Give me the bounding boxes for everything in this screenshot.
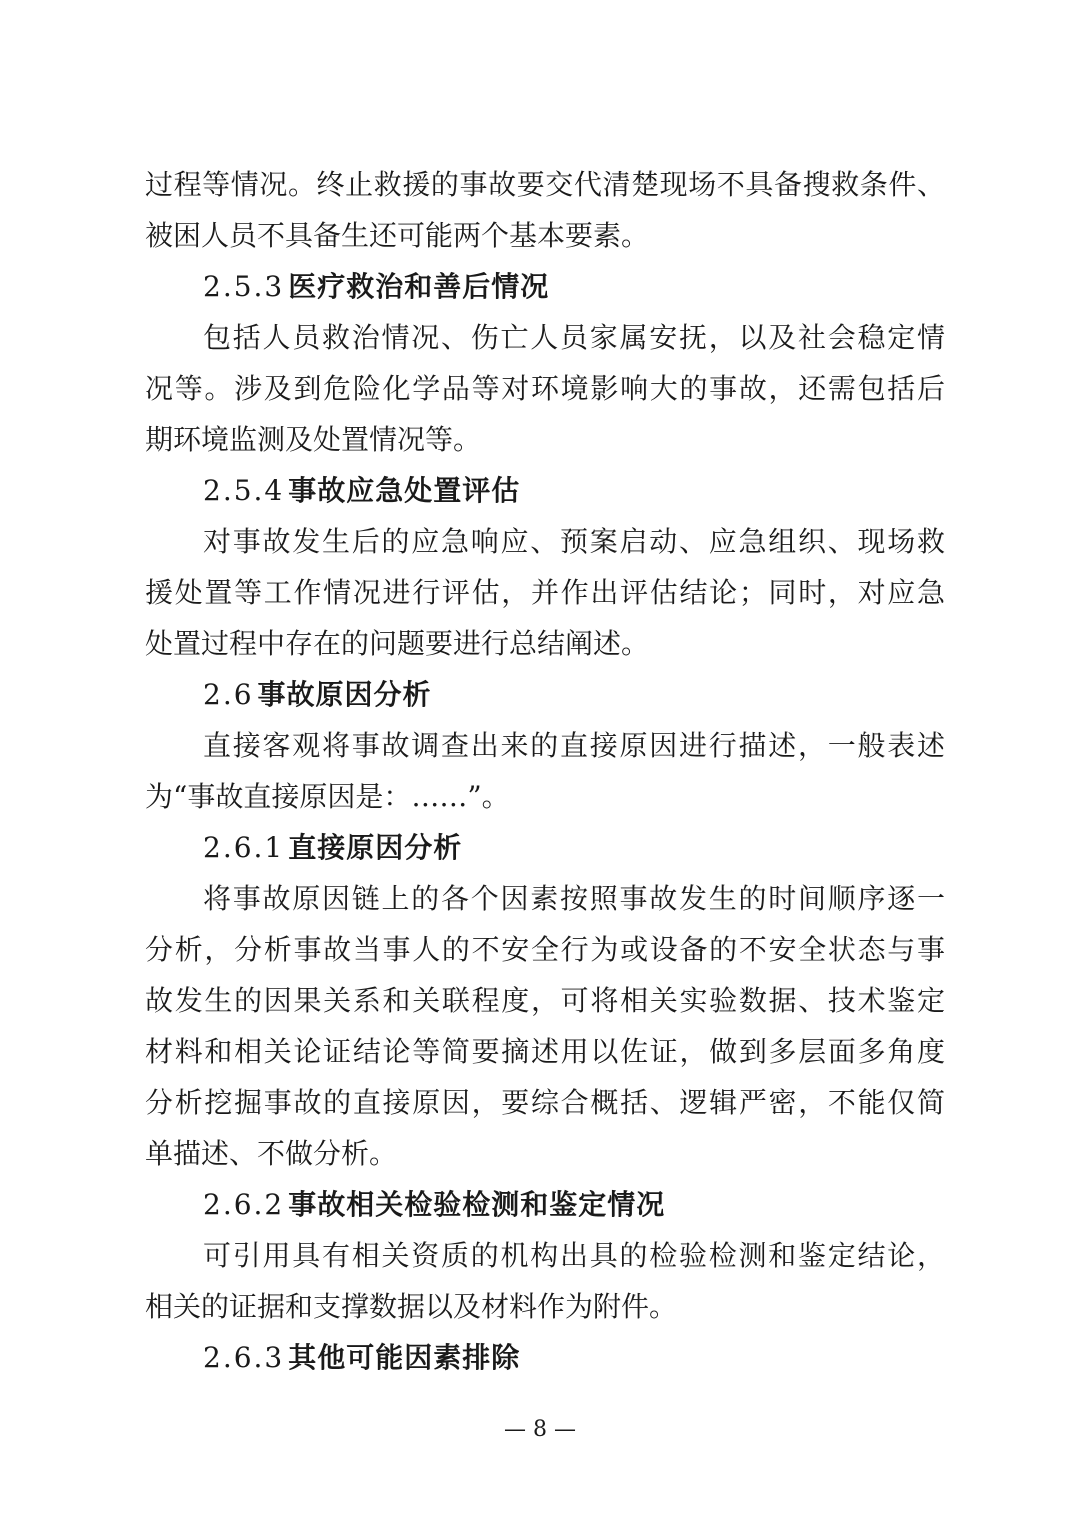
paragraph-line: 为“事故直接原因是：……”。 (145, 780, 510, 813)
section-title: 事故应急处置评估 (288, 474, 521, 507)
section-title: 直接原因分析 (288, 831, 463, 864)
paragraph-line: 故发生的因果关系和关联程度，可将相关实验数据、技术鉴定 (145, 984, 945, 1017)
section-number: 2.6.3 (203, 1341, 285, 1374)
section-heading-2-6-2 (203, 1180, 665, 1230)
paragraph-line: 直接客观将事故调查出来的直接原因进行描述，一般表述 (203, 729, 945, 762)
section-title: 事故原因分析 (257, 678, 432, 711)
page-number: — 8 — (504, 1417, 576, 1442)
paragraph-line: 期环境监测及处置情况等。 (145, 423, 482, 456)
paragraph-line: 况等。涉及到危险化学品等对环境影响大的事故，还需包括后 (145, 372, 945, 405)
section-title: 其他可能因素排除 (288, 1341, 521, 1374)
section-heading-2-5-3 (203, 262, 549, 312)
section-heading-2-6-3 (203, 1333, 520, 1383)
paragraph-line: 包括人员救治情况、伤亡人员家属安抚，以及社会稳定情 (203, 321, 945, 354)
section-number: 2.6 (203, 678, 254, 711)
section-title: 医疗救治和善后情况 (288, 270, 550, 303)
paragraph-line: 援处置等工作情况进行评估，并作出评估结论；同时，对应急 (145, 576, 945, 609)
paragraph-line: 过程等情况。终止救援的事故要交代清楚现场不具备搜救条件、 (145, 168, 945, 201)
section-title: 事故相关检验检测和鉴定情况 (288, 1188, 666, 1221)
section-heading-2-6 (203, 670, 432, 720)
section-number: 2.6.2 (203, 1188, 285, 1221)
section-number: 2.6.1 (203, 831, 285, 864)
paragraph-line: 材料和相关论证结论等简要摘述用以佐证，做到多层面多角度 (145, 1035, 945, 1068)
section-heading-2-5-4 (203, 466, 520, 516)
section-number: 2.5.4 (203, 474, 285, 507)
paragraph-line: 相关的证据和支撑数据以及材料作为附件。 (145, 1290, 678, 1323)
section-number: 2.5.3 (203, 270, 285, 303)
paragraph-line: 将事故原因链上的各个因素按照事故发生的时间顺序逐一 (203, 882, 945, 915)
section-heading-2-6-1 (203, 823, 462, 873)
paragraph-line: 分析挖掘事故的直接原因，要综合概括、逻辑严密，不能仅简 (145, 1086, 945, 1119)
paragraph-line: 可引用具有相关资质的机构出具的检验检测和鉴定结论， (203, 1239, 945, 1272)
paragraph-line: 处置过程中存在的问题要进行总结阐述。 (145, 627, 650, 660)
paragraph-line: 被困人员不具备生还可能两个基本要素。 (145, 219, 650, 252)
paragraph-line: 分析，分析事故当事人的不安全行为或设备的不安全状态与事 (145, 933, 945, 966)
paragraph-line: 单描述、不做分析。 (145, 1137, 398, 1170)
paragraph-line: 对事故发生后的应急响应、预案启动、应急组织、现场救 (203, 525, 945, 558)
